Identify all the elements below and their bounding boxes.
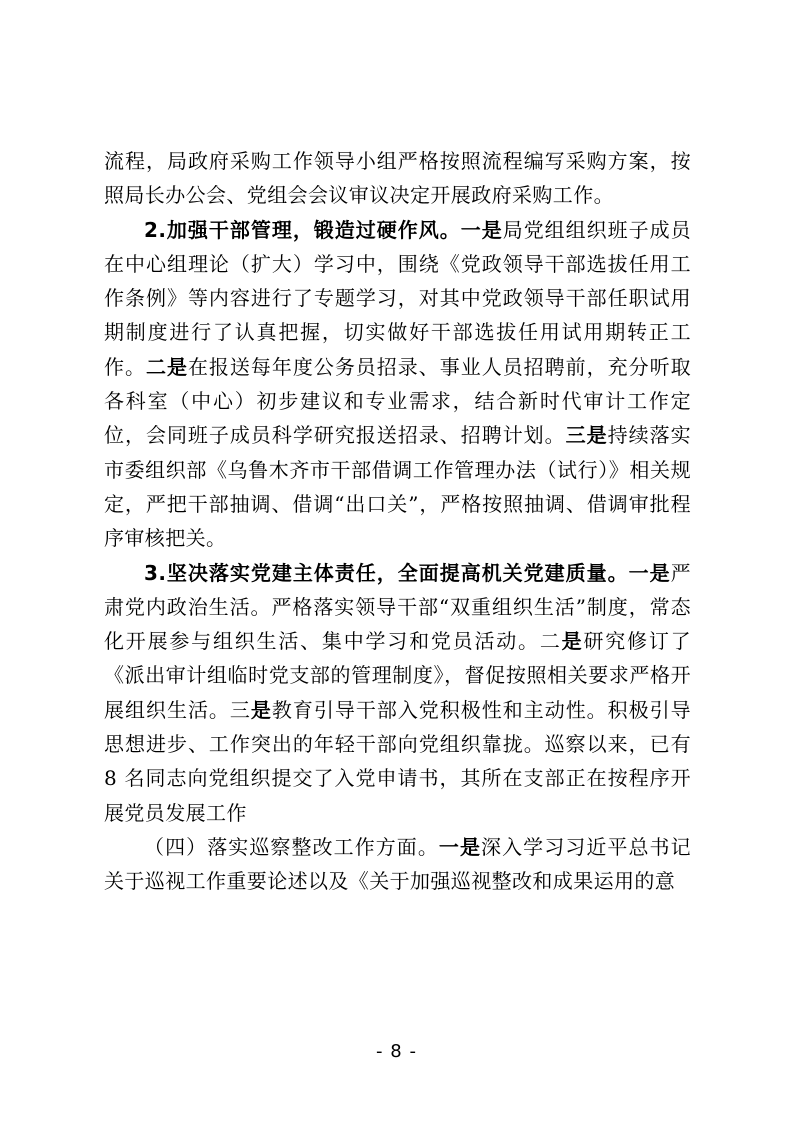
page-number: - 8 - xyxy=(376,1041,417,1062)
text-segment: 持续落实市委组织部《乌鲁木齐市干部借调工作管理办法（试行）》相关规定，严把干部抽调、借调“出口关”，严格按照抽调、借调审批程序审核把关。 xyxy=(104,423,691,551)
bold-text-segment: 一是 xyxy=(628,560,671,585)
bold-text-segment: 三是 xyxy=(565,423,608,448)
bold-text-segment: 2.加强干部管理，锻造过硬作风。 xyxy=(144,217,461,242)
text-segment: （四）落实巡察整改工作方面。 xyxy=(144,834,439,859)
text-segment: 流程，局政府采购工作领导小组严格按照流程编写采购方案，按照局长办公会、党组会会议审议决定开展政府采购工作。 xyxy=(104,149,691,208)
text-segment: 研究修订了《派出审计组临时党支部的管理制度》，督促按照相关要求严格开展组织生活。三 xyxy=(104,629,692,722)
paragraph-p2 xyxy=(104,213,691,556)
bold-text-segment: 一是 xyxy=(460,217,503,242)
bold-text-segment: 是 xyxy=(561,629,584,654)
text-segment: 在报送每年度公务员招录、事业人员招聘前，充分听取各科室（中心）初步建议和专业需求，结合新时代审计工作定位，会同班子成员科学研究报送招录、招聘计划。 xyxy=(104,354,691,448)
bold-text-segment: 是 xyxy=(250,697,272,722)
paragraph-p1 xyxy=(104,144,691,213)
bold-text-segment: 一是 xyxy=(438,834,482,859)
paragraph-p4 xyxy=(104,830,691,899)
text-segment: 深入学习习近平总书记关于巡视工作重要论述以及《关于加强巡视整改和成果运用的意 xyxy=(104,834,691,894)
bold-text-segment: 二是 xyxy=(145,354,188,379)
text-segment: 教育引导干部入党积极性和主动性。积极引导思想进步、工作突出的年轻干部向党组织靠拢。巡察以来，已有 8 名同志向党组织提交了入党申请书，其所在支部正在按程序开展党员发展工作 xyxy=(104,697,692,825)
paragraph-p3 xyxy=(104,556,691,830)
text-segment: 严肃党内政治生活。严格落实领导干部“双重组织生活”制度，常态化开展参与组织生活、集中学习和党员活动。二 xyxy=(104,560,691,654)
document-body xyxy=(104,144,691,899)
bold-text-segment: 3.坚决落实党建主体责任，全面提高机关党建质量。 xyxy=(144,560,629,585)
text-segment: 局党组组织班子成员在中心组理论（扩大）学习中，围绕《党政领导干部选拔任用工作条例》等内容进行了专题学习，对其中党政领导干部任职试用期制度进行了认真把握，切实做好干部选拔任用试用期转正工作。 xyxy=(104,217,691,379)
